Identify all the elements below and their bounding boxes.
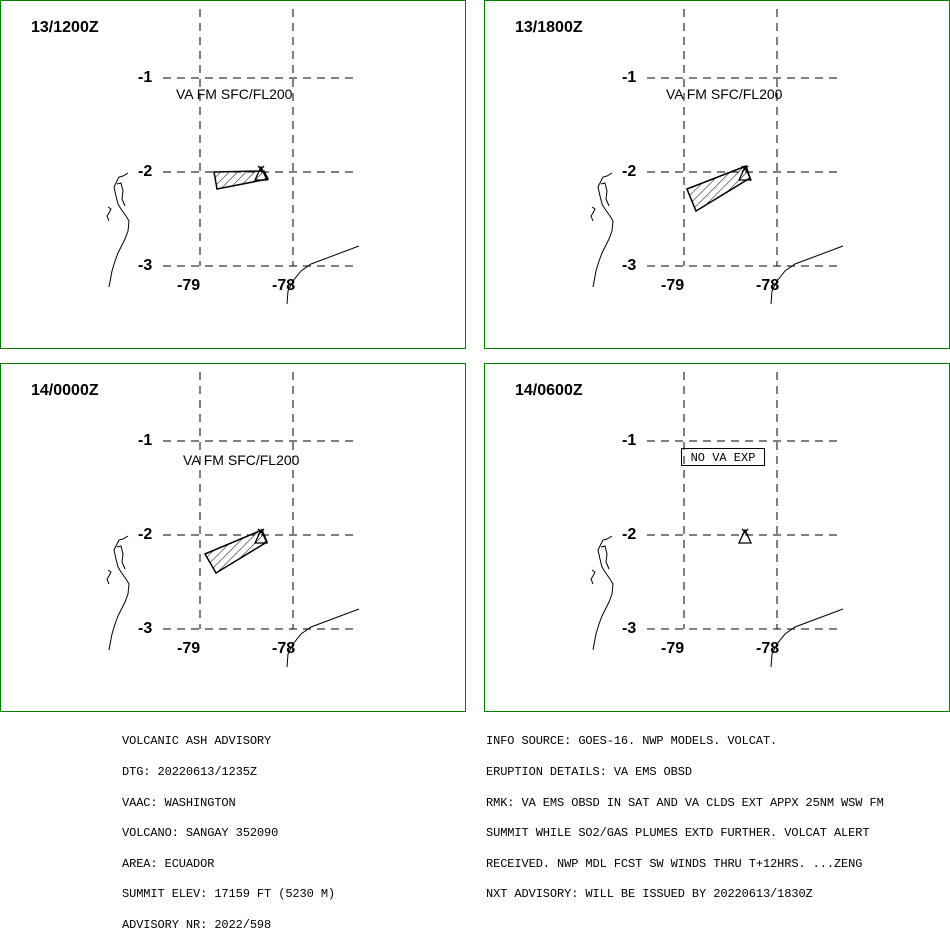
ash-height-label: VA FM SFC/FL200 [183,452,300,468]
forecast-panel-0 [0,0,466,349]
panel-time: 14/0600Z [515,382,583,399]
lon-label: -79 [177,640,201,657]
lat-label: -1 [138,69,153,86]
lon-label: -78 [272,640,296,657]
forecast-panel-2 [0,363,466,712]
ash-polygon [687,166,750,211]
lat-label: -3 [622,620,637,637]
lat-label: -3 [138,257,153,274]
panel-time: 13/1200Z [31,19,99,36]
lat-label: -2 [622,163,637,180]
coastline [591,536,843,667]
lon-label: -78 [272,277,296,294]
no-va-expected-box: NO VA EXP [681,448,765,466]
advisory-line: ERUPTION DETAILS: VA EMS OBSD [486,765,692,780]
lat-label: -3 [138,620,153,637]
advisory-line: VOLCANIC ASH ADVISORY [122,734,272,749]
forecast-panel-1 [484,0,950,349]
advisory-info-right [486,716,884,910]
lat-label: -1 [622,432,637,449]
ash-height-label: VA FM SFC/FL200 [176,86,293,102]
volcano-icon [739,529,751,543]
advisory-line: AREA: ECUADOR [122,856,215,871]
advisory-line: ADVISORY NR: 2022/598 [122,918,272,933]
lon-label: -79 [661,277,685,294]
panel-time: 14/0000Z [31,382,99,399]
lon-label: -79 [661,640,685,657]
map-graphic [485,364,950,713]
forecast-panel-3 [484,363,950,712]
lat-label: -2 [622,526,637,543]
ash-height-label: VA FM SFC/FL200 [666,86,783,102]
map-graphic [1,1,467,350]
advisory-line: RMK: VA EMS OBSD IN SAT AND VA CLDS EXT APPX 25NM WSW FM [486,795,884,810]
lat-label: -3 [622,257,637,274]
coastline [107,173,359,304]
lat-label: -2 [138,526,153,543]
lon-label: -79 [177,277,201,294]
advisory-line: NXT ADVISORY: WILL BE ISSUED BY 20220613/1830Z [486,887,813,902]
advisory-line: VOLCANO: SANGAY 352090 [122,826,279,841]
advisory-line: RECEIVED. NWP MDL FCST SW WINDS THRU T+12HRS. ...ZENG [486,856,863,871]
map-graphic [1,364,467,713]
lat-label: -1 [138,432,153,449]
advisory-line: DTG: 20220613/1235Z [122,765,257,780]
lat-label: -2 [138,163,153,180]
lat-label: -1 [622,69,637,86]
panel-time: 13/1800Z [515,19,583,36]
advisory-info-left [122,716,335,940]
advisory-line: SUMMIT ELEV: 17159 FT (5230 M) [122,887,336,902]
advisory-line: SUMMIT WHILE SO2/GAS PLUMES EXTD FURTHER. VOLCAT ALERT [486,826,870,841]
lon-label: -78 [756,277,780,294]
advisory-line: VAAC: WASHINGTON [122,795,236,810]
advisory-line: INFO SOURCE: GOES-16. NWP MODELS. VOLCAT. [486,734,778,749]
lon-label: -78 [756,640,780,657]
map-graphic [485,1,950,350]
